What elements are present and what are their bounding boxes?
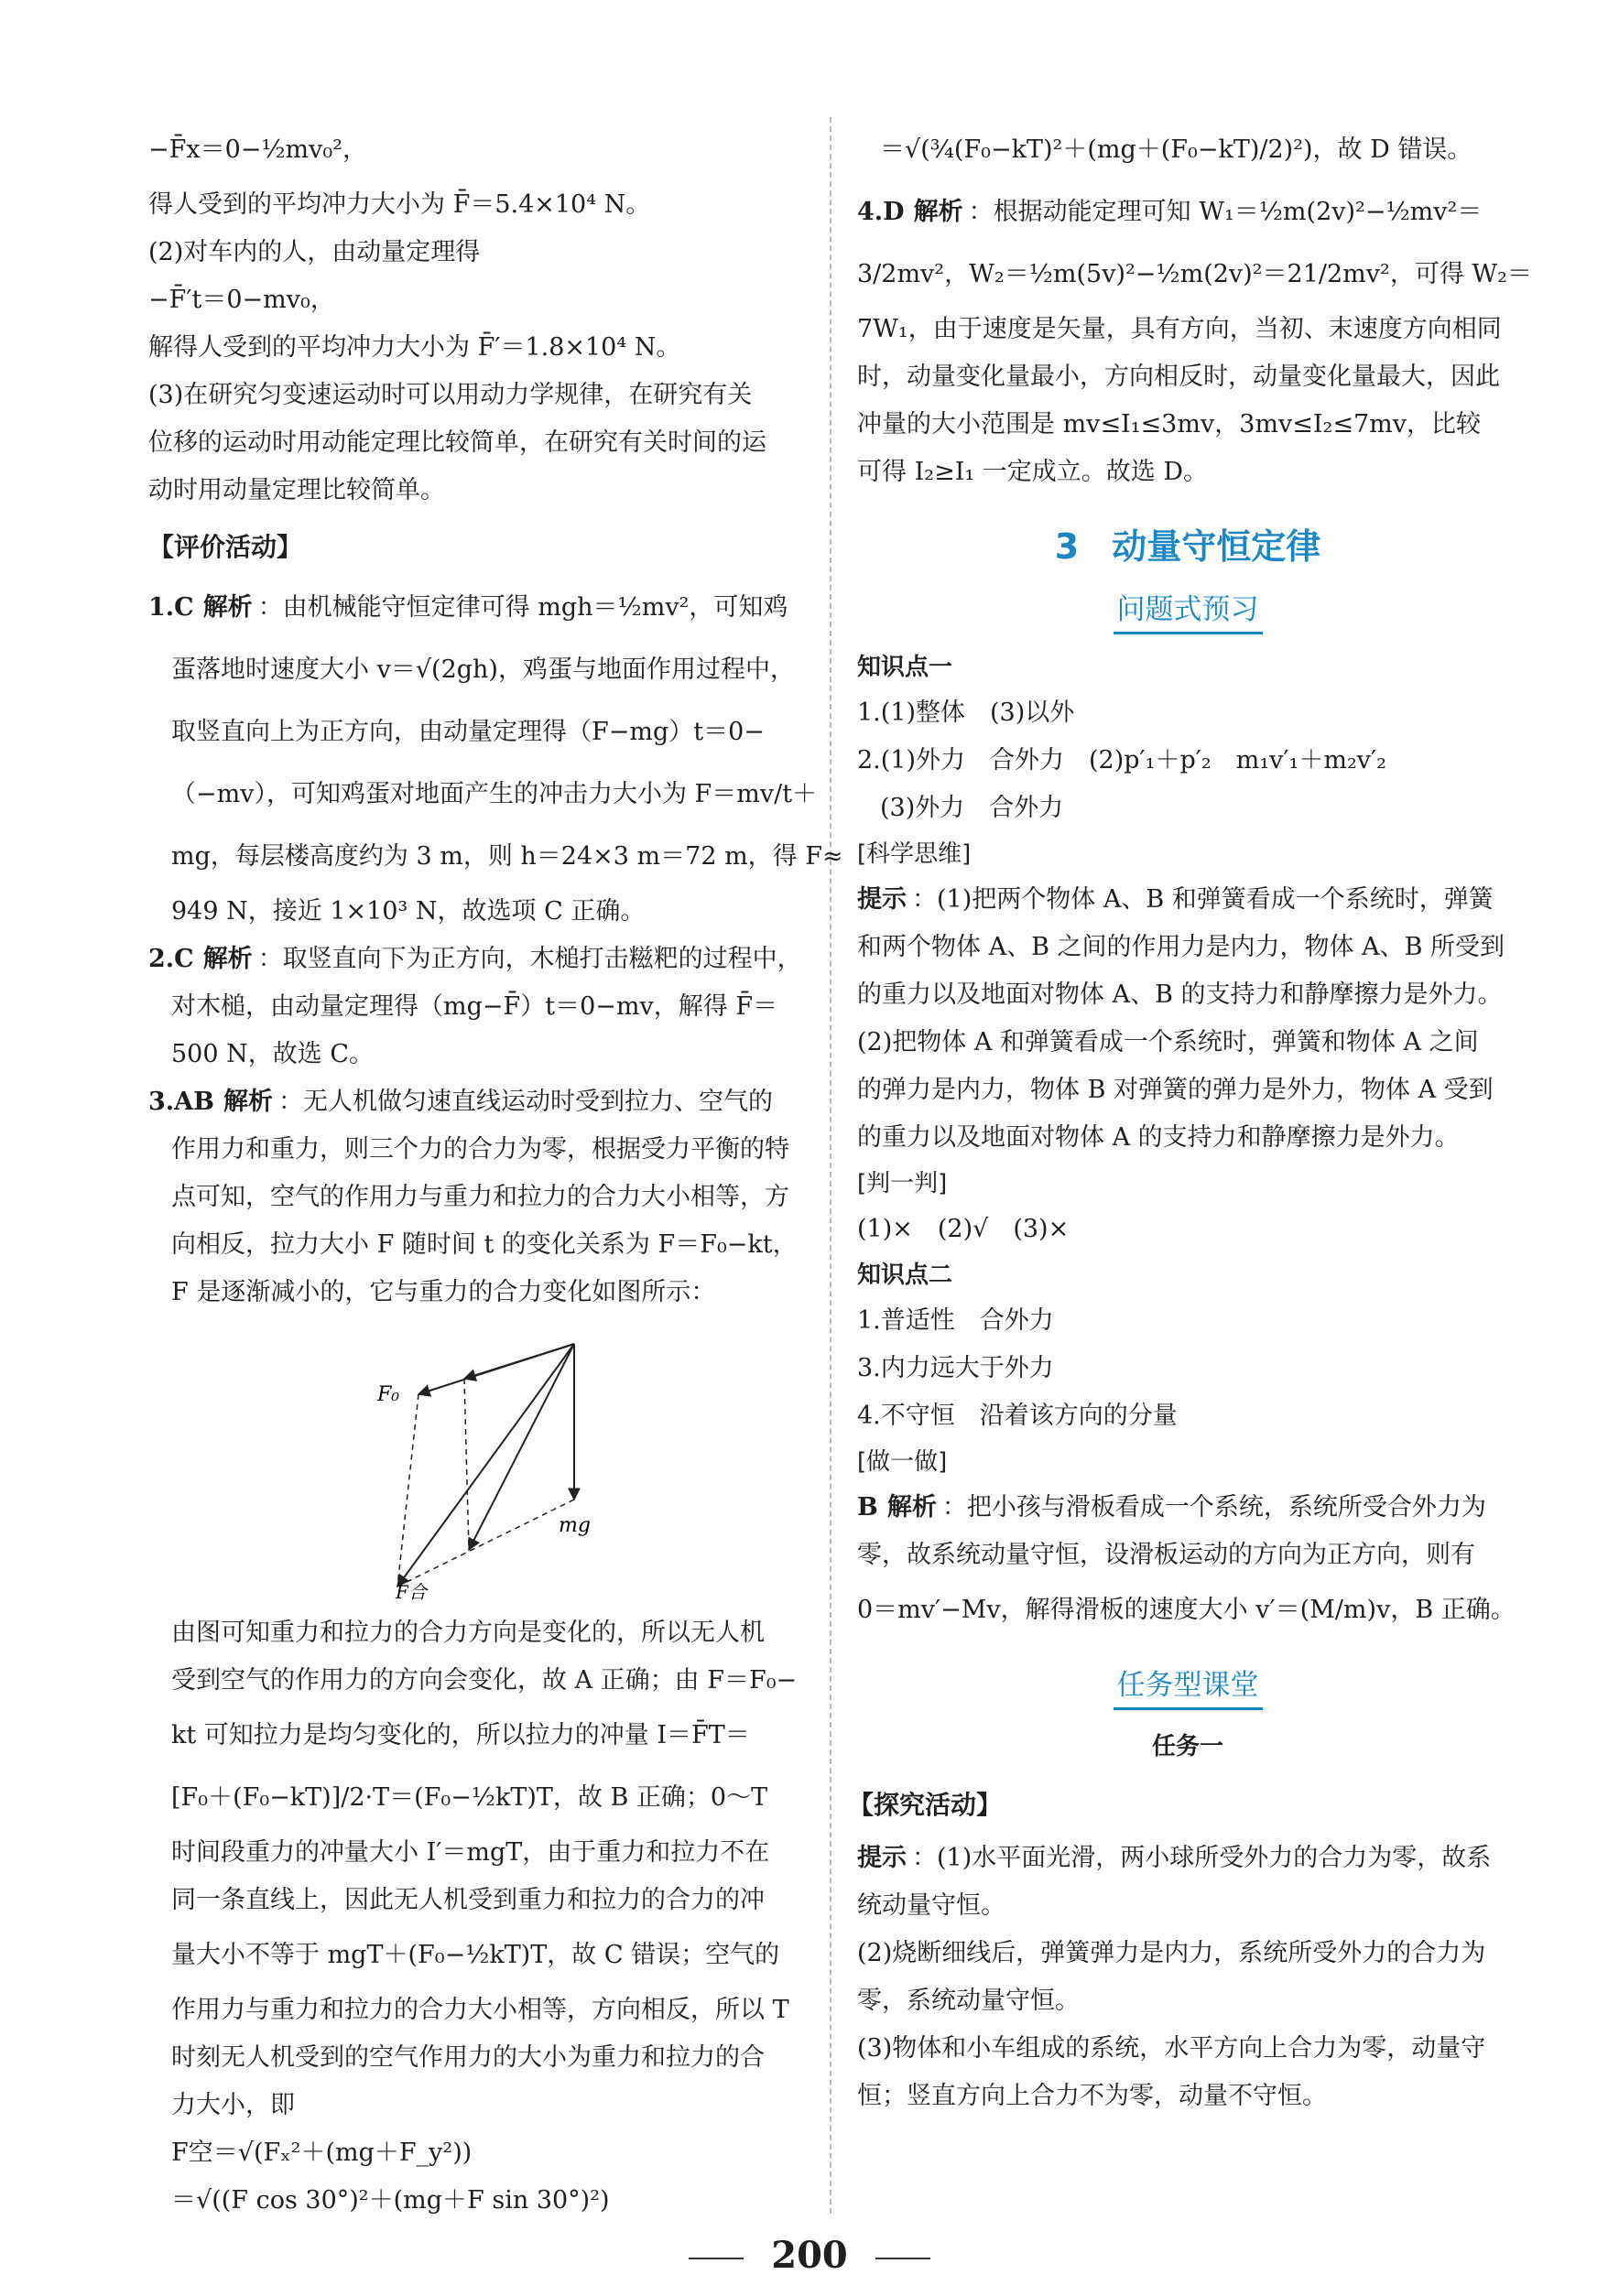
text-line: 0＝mv′−Mv，解得滑板的速度大小 v′＝(M/m)v，B 正确。	[857, 1596, 1516, 1624]
dashed-guide	[397, 1500, 574, 1587]
left-column	[148, 119, 843, 2225]
text-line: (3)外力 合外力	[880, 794, 1064, 822]
text-line: [F₀＋(F₀−kT)]/2·T＝(F₀−½kT)T，故 B 正确；0～T	[171, 1783, 768, 1812]
question-number: 2.C	[148, 945, 194, 973]
science-thinking-label: [科学思维]	[857, 840, 972, 868]
text-line: 向相反，拉力大小 F 随时间 t 的变化关系为 F＝F₀−kt，	[171, 1230, 798, 1259]
text-line: −F̄x＝0−½mv₀²，	[148, 135, 368, 164]
column-divider	[830, 117, 831, 2214]
text-line: 力大小，即	[171, 2091, 295, 2119]
text-line: F 是逐渐减小的，它与重力的合力变化如图所示：	[171, 1278, 716, 1306]
question-number: 3.AB	[148, 1088, 214, 1116]
text-line: （−mv），可知鸡蛋对地面产生的冲击力大小为 F＝mv/t＋	[171, 780, 818, 808]
f-vector	[464, 1344, 574, 1379]
text-line: 的重力以及地面对物体 A 的支持力和静摩擦力是外力。	[857, 1123, 1460, 1152]
text-line: 量大小不等于 mgT＋(F₀−½kT)T，故 C 错误；空气的	[171, 1941, 780, 1969]
text-line: mg，每层楼高度约为 3 m，则 h＝24×3 m＝72 m，得 F≈	[171, 842, 843, 871]
text-line: 1.(1)整体 (3)以外	[857, 699, 1075, 727]
text-line: 的重力以及地面对物体 A、B 的支持力和静摩擦力是外力。	[857, 980, 1503, 1009]
hint-tag: 提示	[857, 885, 907, 914]
judge-label: [判一判]	[857, 1170, 948, 1197]
answer-text: ：取竖直向下为正方向，木槌打击糍粑的过程中，	[257, 945, 802, 973]
subsection-title-text: 任务型课堂	[1114, 1663, 1263, 1710]
text-line: 冲量的大小范围是 mv≤I₁≤3mv，3mv≤I₂≤7mv，比较	[857, 410, 1482, 439]
text-line: −F̄′t＝0−mv₀，	[148, 286, 335, 314]
text-line: 由图可知重力和拉力的合力方向是变化的，所以无人机	[171, 1619, 765, 1647]
text-line: (2)把物体 A 和弹簧看成一个系统时，弹簧和物体 A 之间	[857, 1028, 1479, 1056]
answer-text: ：根据动能定理可知 W₁＝½m(2v)²−½mv²＝	[968, 198, 1483, 226]
text-line: 3/2mv²，W₂＝½m(5v)²−½m(2v)²＝21/2mv²，可得 W₂＝	[857, 260, 1532, 288]
text-line: 蛋落地时速度大小 v＝√(2gh)，鸡蛋与地面作用过程中，	[171, 655, 795, 684]
text-line: 1.普适性 合外力	[857, 1306, 1054, 1335]
text-line: 时刻无人机受到的空气作用力的大小为重力和拉力的合	[171, 2043, 765, 2072]
answer-line	[857, 181, 1518, 244]
text-line: 取竖直向上为正方向，由动量定理得（F−mg）t＝0−	[171, 718, 765, 746]
dashed-guide	[464, 1379, 469, 1550]
fhe-label: F合	[396, 1581, 427, 1600]
subsection-title	[857, 1663, 1518, 1710]
text-line: 解得人受到的平均冲力大小为 F̄′＝1.8×10⁴ N。	[148, 333, 681, 362]
text-line: 得人受到的平均冲力大小为 F̄＝5.4×10⁴ N。	[148, 190, 651, 219]
text-line: 对木槌，由动量定理得（mg−F̄）t＝0−mv，解得 F̄＝	[171, 992, 778, 1021]
formula-line: F空＝√(Fₓ²＋(mg＋F_y²))	[171, 2139, 473, 2167]
text-line: 500 N，故选 C。	[171, 1040, 374, 1068]
section-number: 3	[1054, 526, 1080, 567]
answer-text: ：无人机做匀速直线运动时受到拉力、空气的	[277, 1088, 773, 1116]
text-line: (1)× (2)√ (3)×	[857, 1215, 1070, 1243]
explore-heading: 【探究活动】	[848, 1790, 1003, 1820]
text-line: 统动量守恒。	[857, 1891, 1005, 1920]
section-title	[857, 514, 1518, 579]
text-line: (3)物体和小车组成的系统，水平方向上合力为零，动量守	[857, 2034, 1486, 2063]
dashed-guide	[397, 1394, 418, 1587]
hint-tag: 提示	[857, 1844, 907, 1872]
text-line: 作用力和重力，则三个力的合力为零，根据受力平衡的特	[171, 1135, 789, 1164]
analysis-tag: 解析	[913, 198, 963, 226]
text-line: 的弹力是内力，物体 B 对弹簧的弹力是外力，物体 A 受到	[857, 1076, 1494, 1104]
text-line: (2)对车内的人，由动量定理得	[148, 238, 481, 266]
text-line: 时，动量变化量最小，方向相反时，动量变化量最大，因此	[857, 363, 1500, 391]
analysis-tag: 解析	[202, 593, 253, 622]
analysis-tag: 解析	[223, 1088, 273, 1116]
right-column	[848, 119, 1532, 2120]
eval-heading: 【评价活动】	[148, 532, 303, 562]
answer-line	[148, 577, 808, 639]
text-line: 和两个物体 A、B 之间的作用力是内力，物体 A、B 所受到	[857, 933, 1505, 961]
answer-letter: B	[857, 1493, 878, 1522]
text-line: 2.(1)外力 合外力 (2)p′₁＋p′₂ m₁v′₁＋m₂v′₂	[857, 746, 1386, 774]
text-line: 位移的运动时用动能定理比较简单，在研究有关时间的运	[148, 428, 766, 457]
text-line: (3)在研究匀变速运动时可以用动力学规律，在研究有关	[148, 381, 753, 409]
analysis-tag: 解析	[202, 945, 253, 973]
task-title: 任务一	[1151, 1733, 1223, 1760]
f0-label: F₀	[377, 1383, 400, 1406]
formula-line: ＝√(¾(F₀−kT)²＋(mg＋(F₀−kT)/2)²)，故 D 错误。	[880, 135, 1472, 164]
text-line: 动时用动量定理比较简单。	[148, 476, 445, 504]
text-line: 949 N，接近 1×10³ N，故选项 C 正确。	[171, 897, 646, 926]
question-number: 1.C	[148, 593, 194, 622]
text-line: (2)烧断细线后，弹簧弹力是内力，系统所受外力的合力为	[857, 1939, 1486, 1967]
text-line: 可得 I₂≥I₁ 一定成立。故选 D。	[857, 458, 1208, 486]
answer-text: ：(1)水平面光滑，两小球所受外力的合力为零，故系	[912, 1844, 1492, 1872]
answer-text: ：(1)把两个物体 A、B 和弹簧看成一个系统时，弹簧	[912, 885, 1494, 914]
knowledge-point-label: 知识点二	[857, 1262, 953, 1289]
section-title-text: 动量守恒定律	[1112, 526, 1321, 567]
footer-dash	[875, 2258, 930, 2259]
answer-line	[857, 876, 1518, 924]
answer-text: ：把小孩与滑板看成一个系统，系统所受合外力为	[941, 1493, 1486, 1522]
text-line: 点可知，空气的作用力与重力和拉力的合力大小相等，方	[171, 1183, 789, 1211]
do-it-label: [做一做]	[857, 1448, 948, 1476]
formula-line: ＝√((F cos 30°)²＋(mg＋F sin 30°)²)	[171, 2186, 610, 2215]
text-line: kt 可知拉力是均匀变化的，所以拉力的冲量 I＝F̄T＝	[171, 1721, 750, 1749]
text-line: 3.内力远大于外力	[857, 1354, 1054, 1382]
subsection-title	[857, 588, 1518, 634]
text-line: 同一条直线上，因此无人机受到重力和拉力的合力的冲	[171, 1886, 765, 1914]
answer-line	[148, 936, 808, 983]
mg-label: mg	[559, 1514, 591, 1537]
text-line: 作用力与重力和拉力的合力大小相等，方向相反，所以 T	[171, 1996, 789, 2024]
answer-line	[148, 1078, 808, 1126]
force-diagram	[377, 1326, 615, 1600]
resultant-vector	[397, 1344, 574, 1587]
knowledge-point-label: 知识点一	[857, 654, 953, 681]
text-line: 零，系统动量守恒。	[857, 1987, 1080, 2015]
footer-dash	[689, 2258, 744, 2259]
analysis-tag: 解析	[886, 1493, 937, 1522]
text-line: 时间段重力的冲量大小 I′＝mgT，由于重力和拉力不在	[171, 1838, 770, 1867]
text-line: 7W₁，由于速度是矢量，具有方向，当初、末速度方向相同	[857, 315, 1502, 343]
text-line: 恒；竖直方向上合力不为零，动量不守恒。	[857, 2082, 1327, 2110]
page-number: 200	[771, 2234, 848, 2277]
question-number: 4.D	[857, 198, 905, 226]
answer-text: ：由机械能守恒定律可得 mgh＝½mv²，可知鸡	[257, 593, 788, 622]
text-line: 零，故系统动量守恒，设滑板运动的方向为正方向，则有	[857, 1541, 1475, 1569]
text-line: 4.不守恒 沿着该方向的分量	[857, 1402, 1178, 1430]
subsection-title-text: 问题式预习	[1114, 588, 1263, 634]
answer-line	[857, 1484, 1518, 1532]
text-line: 受到空气的作用力的方向会变化，故 A 正确；由 F＝F₀−	[171, 1666, 798, 1695]
answer-line	[857, 1835, 1518, 1882]
page-footer	[0, 2234, 1619, 2277]
